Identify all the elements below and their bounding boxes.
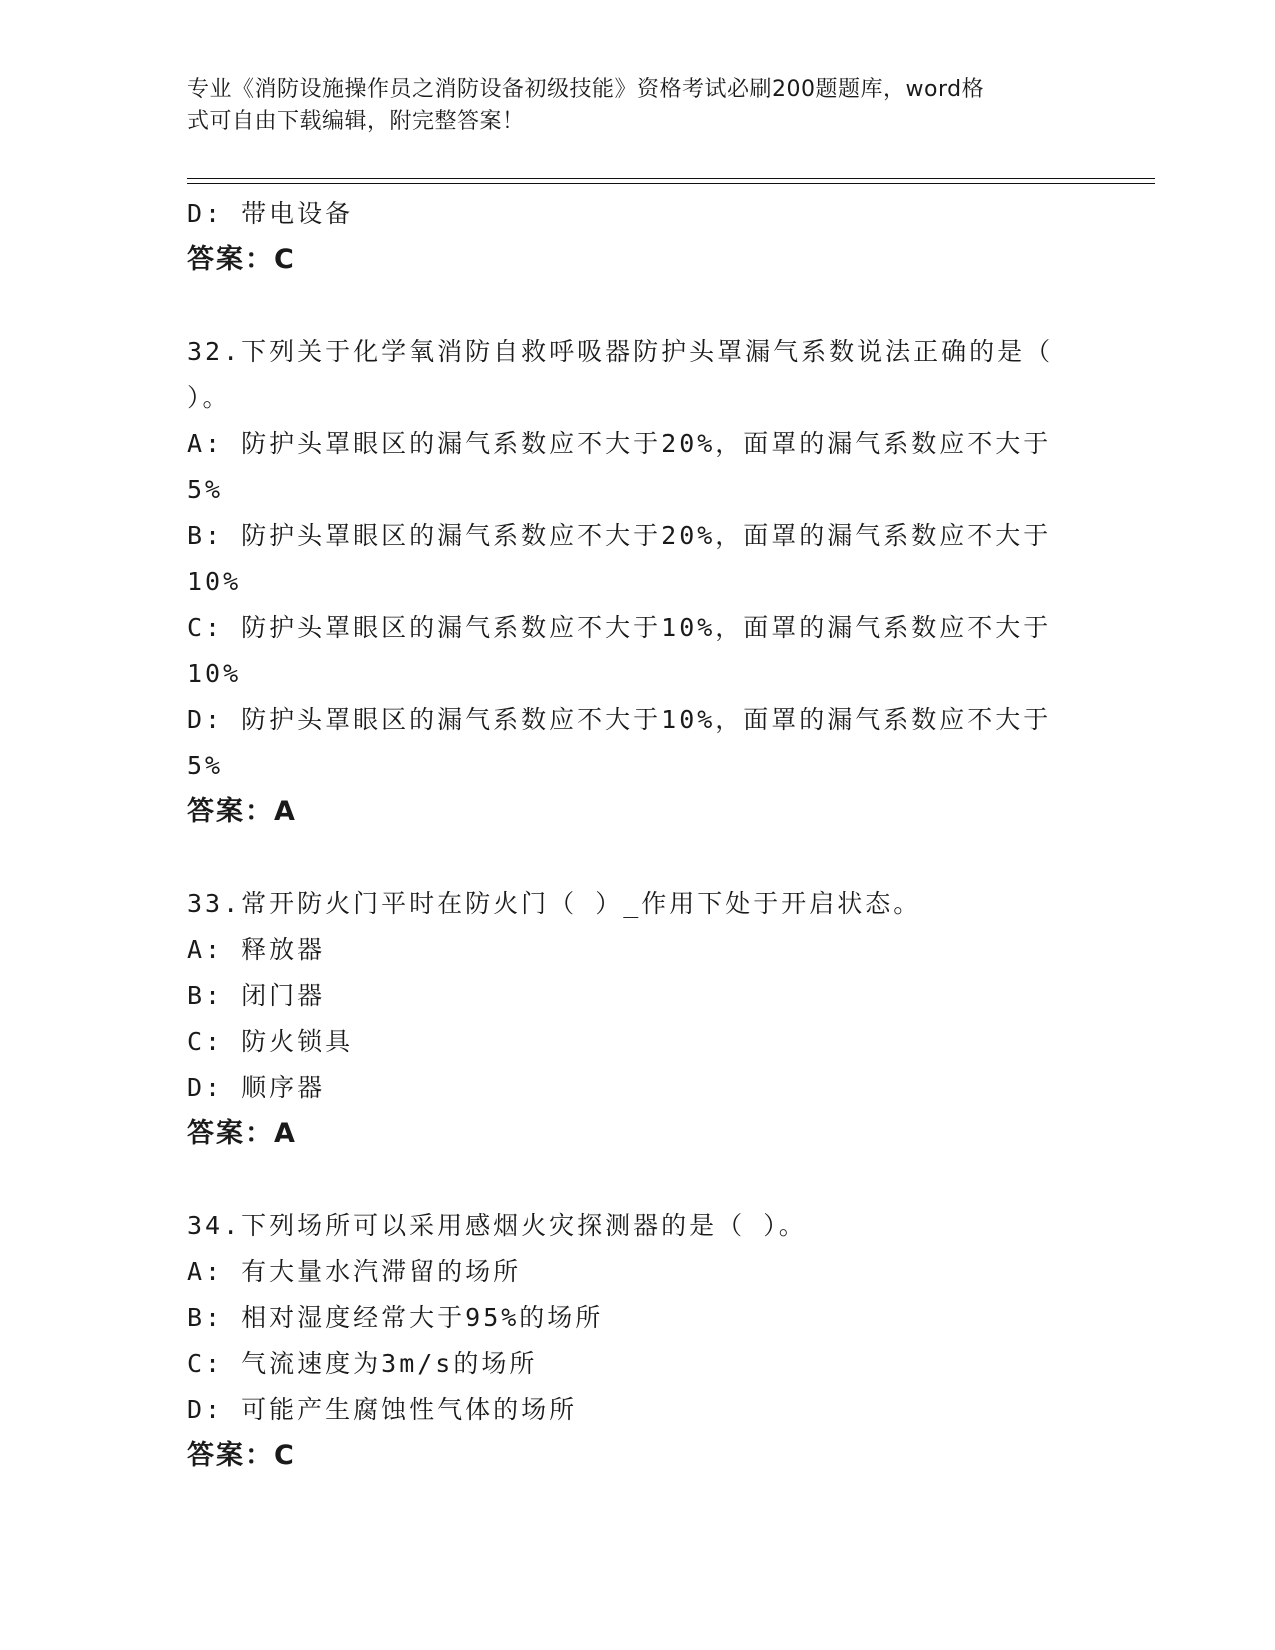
header-line-1: 专业《消防设施操作员之消防设备初级技能》资格考试必刷200题题库，word格 <box>187 77 985 102</box>
question-34 <box>187 1203 1087 1479</box>
question-stem: 32.下列关于化学氧消防自救呼吸器防护头罩漏气系数说法正确的是（ <box>187 337 1054 366</box>
option-d-continued: 5% <box>187 751 224 780</box>
option-c-continued: 10% <box>187 659 242 688</box>
option-d: D: 可能产生腐蚀性气体的场所 <box>187 1395 578 1424</box>
option-c: C: 防火锁具 <box>187 1027 354 1056</box>
option-a: A: 防护头罩眼区的漏气系数应不大于20%，面罩的漏气系数应不大于 <box>187 429 1052 458</box>
document-header <box>187 74 1067 138</box>
question-list <box>187 191 1087 1479</box>
question-stem-continued: ）。 <box>187 383 231 412</box>
question-33 <box>187 881 1087 1157</box>
option-c: C: 防护头罩眼区的漏气系数应不大于10%，面罩的漏气系数应不大于 <box>187 613 1052 642</box>
answer-line: 答案：C <box>187 244 296 275</box>
answer-line: 答案：A <box>187 796 297 827</box>
spacer <box>187 835 1087 881</box>
question-stem: 34.下列场所可以采用感烟火灾探测器的是（ ）。 <box>187 1211 807 1240</box>
option-b: B: 闭门器 <box>187 981 326 1010</box>
option-b: B: 防护头罩眼区的漏气系数应不大于20%，面罩的漏气系数应不大于 <box>187 521 1052 550</box>
option-a: A: 释放器 <box>187 935 326 964</box>
option-d: D: 带电设备 <box>187 199 354 228</box>
answer-line: 答案：A <box>187 1118 297 1149</box>
carryover-question <box>187 191 1087 283</box>
question-32 <box>187 329 1087 835</box>
option-c: C: 气流速度为3m/s的场所 <box>187 1349 538 1378</box>
option-d: D: 防护头罩眼区的漏气系数应不大于10%，面罩的漏气系数应不大于 <box>187 705 1052 734</box>
option-d: D: 顺序器 <box>187 1073 326 1102</box>
header-divider-top <box>187 178 1155 179</box>
spacer <box>187 283 1087 329</box>
question-stem: 33.常开防火门平时在防火门（ ）_作用下处于开启状态。 <box>187 889 922 918</box>
option-a: A: 有大量水汽滞留的场所 <box>187 1257 522 1286</box>
header-line-2: 式可自由下载编辑，附完整答案！ <box>187 109 525 134</box>
answer-line: 答案：C <box>187 1440 296 1471</box>
header-divider-bottom <box>187 183 1155 184</box>
option-b-continued: 10% <box>187 567 242 596</box>
spacer <box>187 1157 1087 1203</box>
option-a-continued: 5% <box>187 475 224 504</box>
option-b: B: 相对湿度经常大于95%的场所 <box>187 1303 604 1332</box>
